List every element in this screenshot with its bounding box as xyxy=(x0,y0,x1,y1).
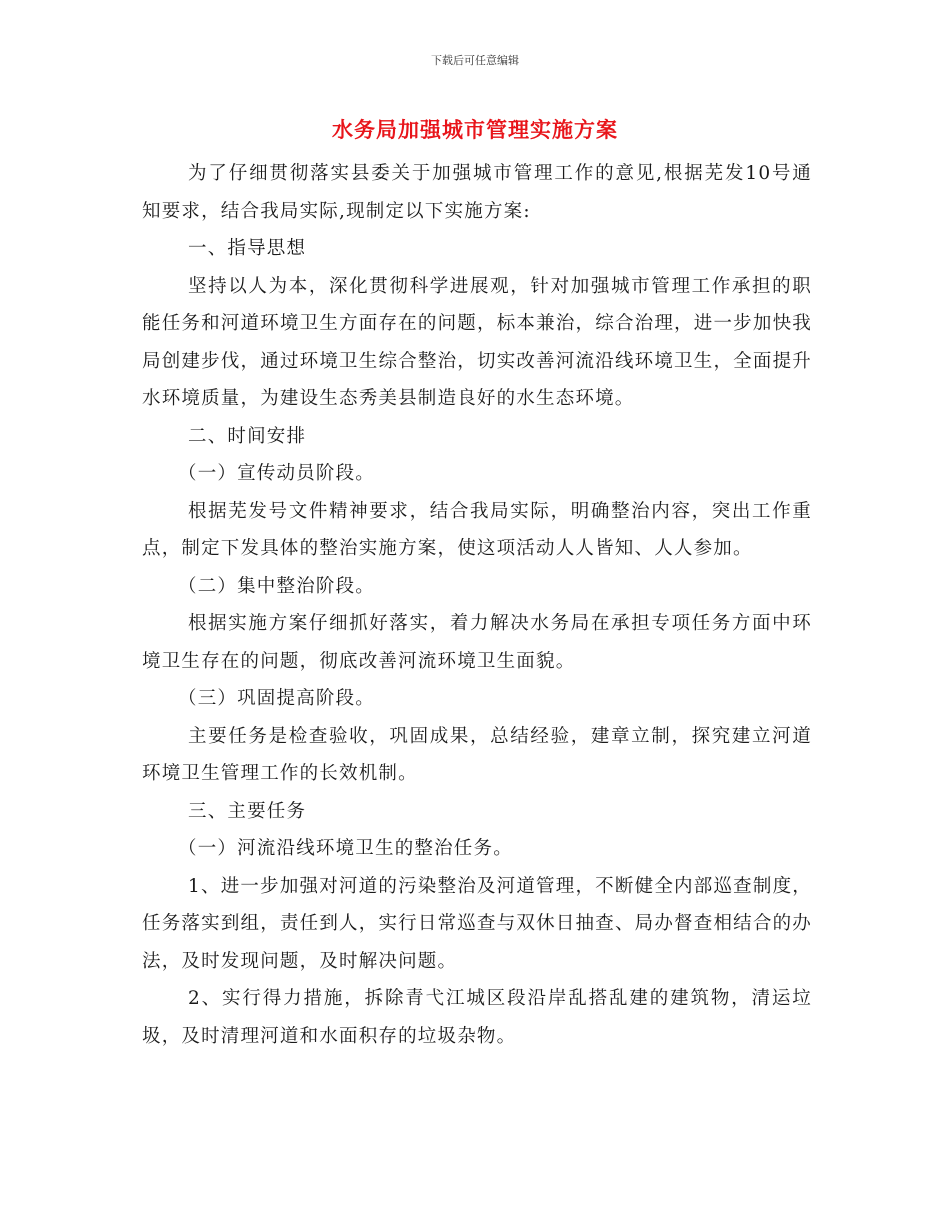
paragraph: 根据芜发号文件精神要求，结合我局实际，明确整治内容，突出工作重点，制定下发具体的整治实施方案，使这项活动人人皆知、人人参加。 xyxy=(142,500,812,559)
section-heading: 三、主要任务 xyxy=(188,800,307,822)
document-body xyxy=(142,155,812,1055)
section-heading: 一、指导思想 xyxy=(188,238,307,259)
paragraph: 主要任务是检查验收，巩固成果，总结经验，建章立制，探究建立河道环境卫生管理工作的长效机制。 xyxy=(142,725,812,784)
paragraph: 根据实施方案仔细抓好落实，着力解决水务局在承担专项任务方面中环境卫生存在的问题，彻底改善河流环境卫生面貌。 xyxy=(142,613,812,672)
paragraph: 1、进一步加强对河道的污染整治及河道管理，不断健全内部巡查制度，任务落实到组，责任到人，实行日常巡查与双休日抽查、局办督查相结合的办法，及时发现问题，及时解决问题。 xyxy=(142,875,812,972)
section-heading: 二、时间安排 xyxy=(188,425,307,447)
subsection-heading: （三）巩固提高阶段。 xyxy=(178,688,376,709)
subsection-heading: （一）宣传动员阶段。 xyxy=(178,463,376,484)
subsection-heading: （一）河流沿线环境卫生的整治任务。 xyxy=(178,838,513,859)
intro-paragraph: 为了仔细贯彻落实县委关于加强城市管理工作的意见,根据芜发10号通知要求，结合我局实际,现制定以下实施方案: xyxy=(142,163,812,222)
header-note: 下载后可任意编辑 xyxy=(431,54,519,67)
document-title: 水务局加强城市管理实施方案 xyxy=(332,118,618,142)
subsection-heading: （二）集中整治阶段。 xyxy=(178,575,376,597)
paragraph: 坚持以人为本，深化贯彻科学进展观，针对加强城市管理工作承担的职能任务和河道环境卫生方面存在的问题，标本兼治，综合治理，进一步加快我局创建步伐，通过环境卫生综合整治，切实改善河流沿线环境卫生，全面提升水环境质量，为建设生态秀美县制造良好的水生态环境。 xyxy=(142,275,812,409)
paragraph: 2、实行得力措施，拆除青弋江城区段沿岸乱搭乱建的建筑物，清运垃圾，及时清理河道和水面积存的垃圾杂物。 xyxy=(142,988,812,1047)
